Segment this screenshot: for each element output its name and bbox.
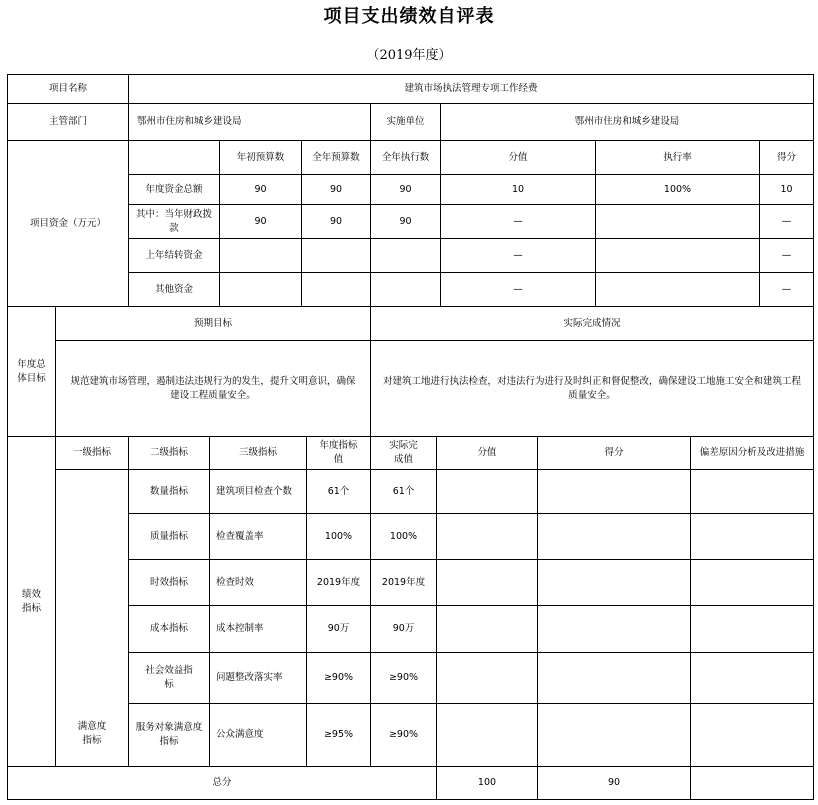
perf-level3: 公众满意度 — [209, 703, 307, 767]
goals-label: 年度总体目标 — [7, 306, 56, 437]
funds-cell: 10 — [759, 174, 814, 205]
perf-level2: 数量指标 — [128, 469, 210, 514]
perf-got — [537, 703, 691, 767]
funds-cell — [595, 238, 760, 273]
funds-cell — [370, 272, 441, 307]
perf-deviation — [690, 703, 814, 767]
funds-cell: 10 — [440, 174, 596, 205]
page-subtitle: （2019年度） — [366, 48, 452, 63]
funds-cell — [370, 238, 441, 273]
funds-row-label: 其中：当年财政拨款 — [128, 204, 220, 239]
funds-cell: 90 — [370, 204, 441, 239]
funds-row-label: 年度资金总额 — [128, 174, 220, 205]
perf-header-level1: 一级指标 — [55, 436, 129, 470]
funds-cell: 90 — [301, 204, 371, 239]
performance-label: 绩效指标 — [7, 436, 56, 767]
funds-header-got: 得分 — [759, 140, 814, 175]
perf-score — [436, 652, 538, 704]
expected-goal-label: 预期目标 — [55, 306, 371, 341]
funds-cell: 90 — [219, 174, 302, 205]
funds-header-annual: 全年预算数 — [301, 140, 371, 175]
perf-deviation — [690, 513, 814, 560]
funds-cell: 90 — [301, 174, 371, 205]
funds-cell: — — [440, 272, 596, 307]
total-score: 100 — [436, 766, 538, 800]
perf-level3: 问题整改落实率 — [209, 652, 307, 704]
perf-actual: ≥90% — [370, 652, 437, 704]
perf-header-target: 年度指标值 — [306, 436, 371, 470]
dept-value: 鄂州市住房和城乡建设局 — [128, 103, 371, 141]
perf-actual: 100% — [370, 513, 437, 560]
perf-score — [436, 605, 538, 653]
perf-got — [537, 513, 691, 560]
actual-completion-text: 对建筑工地进行执法检查，对违法行为进行及时纠正和督促整改，确保建设工地施工安全和建筑工程质量安全。 — [370, 340, 814, 437]
page-title: 项目支出绩效自评表 — [323, 6, 495, 27]
funds-cell — [301, 238, 371, 273]
total-label: 总分 — [7, 766, 437, 800]
perf-got — [537, 559, 691, 606]
total-got: 90 — [537, 766, 691, 800]
perf-got — [537, 605, 691, 653]
perf-header-level3: 三级指标 — [209, 436, 307, 470]
perf-level3: 成本控制率 — [209, 605, 307, 653]
perf-header-level2: 二级指标 — [128, 436, 210, 470]
funds-cell: — — [440, 204, 596, 239]
funds-row-label: 其他资金 — [128, 272, 220, 307]
funds-cell: 100% — [595, 174, 760, 205]
perf-got — [537, 652, 691, 704]
funds-header-rate: 执行率 — [595, 140, 760, 175]
perf-level2: 社会效益指标 — [128, 652, 210, 704]
perf-actual: 2019年度 — [370, 559, 437, 606]
perf-score — [436, 703, 538, 767]
funds-cell: — — [759, 204, 814, 239]
perf-target: 100% — [306, 513, 371, 560]
perf-level2: 质量指标 — [128, 513, 210, 560]
perf-got — [537, 469, 691, 514]
perf-target: ≥95% — [306, 703, 371, 767]
funds-header-initial: 年初预算数 — [219, 140, 302, 175]
perf-level2: 成本指标 — [128, 605, 210, 653]
perf-header-got: 得分 — [537, 436, 691, 470]
impl-value: 鄂州市住房和城乡建设局 — [440, 103, 814, 141]
perf-level3: 建筑项目检查个数 — [209, 469, 307, 514]
impl-label: 实施单位 — [370, 103, 441, 141]
perf-header-deviation: 偏差原因分析及改进措施 — [690, 436, 814, 470]
dept-label: 主管部门 — [7, 103, 129, 141]
perf-target: 90万 — [306, 605, 371, 653]
funds-header-executed: 全年执行数 — [370, 140, 441, 175]
perf-score — [436, 469, 538, 514]
project-name-label: 项目名称 — [7, 74, 129, 104]
funds-cell: 90 — [219, 204, 302, 239]
perf-level2: 时效指标 — [128, 559, 210, 606]
perf-level3: 检查覆盖率 — [209, 513, 307, 560]
perf-header-actual: 实际完成值 — [370, 436, 437, 470]
perf-deviation — [690, 559, 814, 606]
perf-deviation — [690, 652, 814, 704]
funds-cell: — — [759, 238, 814, 273]
perf-actual: ≥90% — [370, 703, 437, 767]
perf-level2: 服务对象满意度指标 — [128, 703, 210, 767]
project-name-value: 建筑市场执法管理专项工作经费 — [128, 74, 814, 104]
perf-level1-satisfaction: 满意度指标 — [55, 469, 129, 767]
perf-target: 61个 — [306, 469, 371, 514]
perf-header-score: 分值 — [436, 436, 538, 470]
funds-cell — [595, 204, 760, 239]
funds-header-score: 分值 — [440, 140, 596, 175]
funds-cell — [301, 272, 371, 307]
perf-deviation — [690, 605, 814, 653]
perf-level3: 检查时效 — [209, 559, 307, 606]
funds-cell: — — [759, 272, 814, 307]
perf-deviation — [690, 469, 814, 514]
funds-cell — [219, 238, 302, 273]
funds-cell: — — [440, 238, 596, 273]
perf-actual: 90万 — [370, 605, 437, 653]
actual-completion-label: 实际完成情况 — [370, 306, 814, 341]
funds-label: 项目资金（万元） — [7, 140, 129, 307]
funds-cell — [595, 272, 760, 307]
funds-header-blank — [128, 140, 220, 175]
total-deviation — [690, 766, 814, 800]
perf-actual: 61个 — [370, 469, 437, 514]
perf-score — [436, 559, 538, 606]
perf-target: 2019年度 — [306, 559, 371, 606]
funds-cell: 90 — [370, 174, 441, 205]
funds-row-label: 上年结转资金 — [128, 238, 220, 273]
perf-score — [436, 513, 538, 560]
funds-cell — [219, 272, 302, 307]
expected-goal-text: 规范建筑市场管理，遏制违法违规行为的发生，提升文明意识，确保建设工程质量安全。 — [55, 340, 371, 437]
perf-target: ≥90% — [306, 652, 371, 704]
